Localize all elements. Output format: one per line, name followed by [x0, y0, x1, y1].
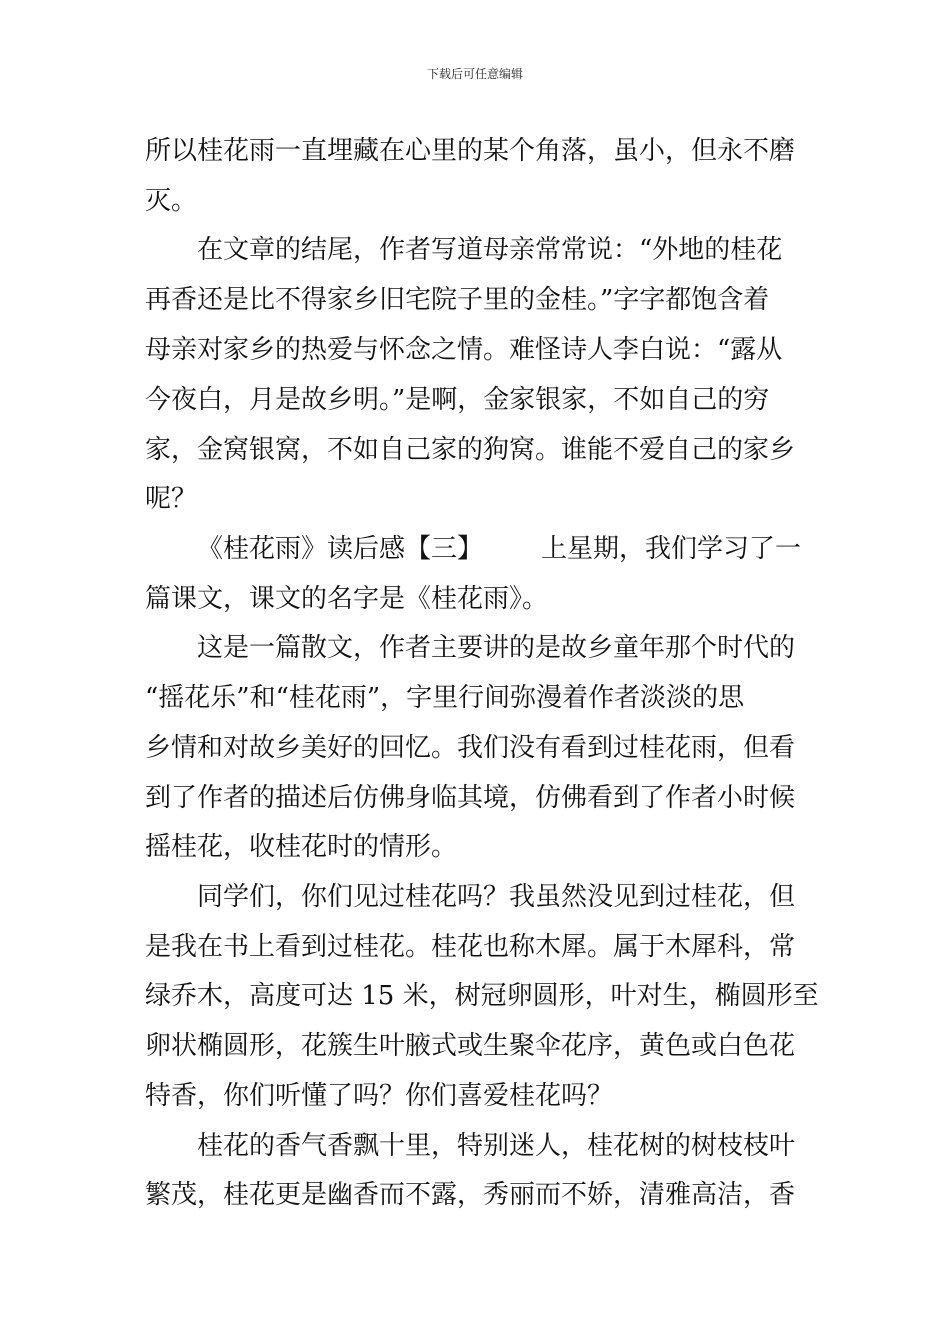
text-line: 绿乔木，高度可达 15 米，树冠卵圆形，叶对生，椭圆形至 — [145, 981, 819, 1011]
text-line: 繁茂，桂花更是幽香而不露，秀丽而不娇，清雅高洁，香 — [145, 1180, 796, 1210]
section-first-text: 上星期，我们学习了一 — [541, 534, 802, 564]
paragraph-start: 这是一篇散文，作者主要讲的是故乡童年那个时代的 — [197, 633, 796, 663]
text-line: 灭。 — [145, 186, 198, 216]
page-header: 下载后可任意编辑 — [426, 67, 523, 81]
paragraph-start: 桂花的香气香飘十里，特别迷人，桂花树的树枝枝叶 — [197, 1131, 796, 1161]
text-line: 再香还是比不得家乡旧宅院子里的金桂。”字字都饱含着 — [145, 285, 770, 315]
text-line: 家，金窝银窝，不如自己家的狗窝。谁能不爱自己的家乡 — [145, 435, 796, 465]
text-line: 到了作者的描述后仿佛身临其境，仿佛看到了作者小时候 — [145, 783, 796, 813]
text-line: 卵状椭圆形，花簇生叶腋式或生聚伞花序，黄色或白色花 — [145, 1031, 796, 1061]
paragraph-start: 同学们，你们见过桂花吗？我虽然没见到过桂花，但 — [197, 882, 796, 912]
text-line: 乡情和对故乡美好的回忆。我们没有看到过桂花雨，但看 — [145, 733, 796, 763]
text-line: 呢？ — [145, 484, 198, 514]
text-line: 是我在书上看到过桂花。桂花也称木犀。属于木犀科，常 — [145, 932, 796, 962]
text-line: 摇桂花，收桂花时的情形。 — [145, 832, 458, 862]
text-line: 母亲对家乡的热爱与怀念之情。难怪诗人李白说：“露从 — [145, 335, 783, 365]
text-line: “摇花乐”和“桂花雨”，字里行间弥漫着作者淡淡的思 — [145, 683, 745, 713]
text-line: 所以桂花雨一直埋藏在心里的某个角落，虽小，但永不磨 — [145, 136, 796, 166]
section-heading: 《桂花雨》读后感【三】 — [197, 534, 484, 564]
paragraph-start: 在文章的结尾，作者写道母亲常常说：“外地的桂花 — [197, 235, 783, 265]
text-line: 今夜白，月是故乡明。”是啊，金家银家，不如自己的穷 — [145, 385, 770, 415]
text-line: 篇课文，课文的名字是《桂花雨》。 — [145, 584, 549, 614]
section-heading-line — [197, 529, 815, 569]
text-line: 特香，你们听懂了吗？你们喜爱桂花吗？ — [145, 1081, 614, 1111]
